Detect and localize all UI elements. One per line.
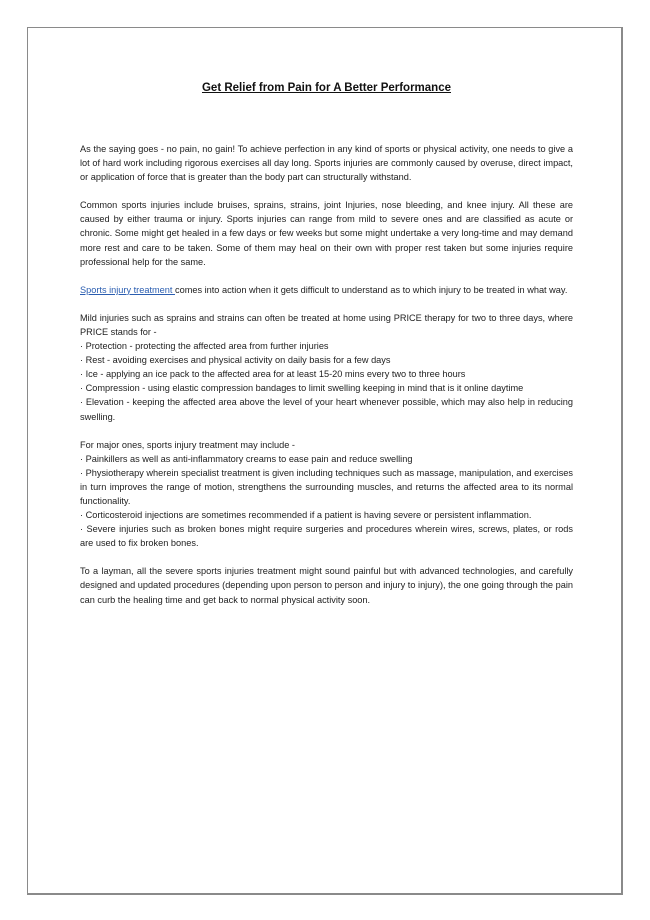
list-item-physiotherapy: · Physiotherapy wherein specialist treatment is given including techniques such as massage, manipulation, and exercises in turn improves the range of motion, strengthens the surrounding muscles, and returns the affected area to its normal functionality. bbox=[80, 467, 573, 506]
paragraph-intro: As the saying goes - no pain, no gain! To achieve perfection in any kind of sports or physical activity, one needs to give a lot of hard work including rigorous exercises all day long. Sports injuries are commonly caused by overuse, direct impact, or application of force that is greater than the body part can structurally withstand. bbox=[80, 144, 573, 183]
sports-injury-treatment-link[interactable]: Sports injury treatment bbox=[80, 284, 175, 295]
list-item-compression: · Compression - using elastic compression bandages to limit swelling keeping in mind that is it online daytime bbox=[80, 383, 524, 394]
document-page bbox=[27, 27, 623, 895]
major-intro: For major ones, sports injury treatment may include - bbox=[80, 439, 295, 450]
list-item-ice: · Ice - applying an ice pack to the affected area for at least 15-20 mins every two to three hours bbox=[80, 369, 466, 380]
list-item-elevation: · Elevation - keeping the affected area above the level of your heart whenever possible, which may also help in reducing swelling. bbox=[80, 397, 573, 422]
page-title: Get Relief from Pain for A Better Performance bbox=[201, 82, 451, 94]
price-therapy-section bbox=[80, 311, 573, 424]
list-item-painkillers: · Painkillers as well as anti-inflammatory creams to ease pain and reduce swelling bbox=[80, 453, 413, 464]
price-intro: Mild injuries such as sprains and strains can often be treated at home using PRICE therapy for two to three days, where PRICE stands for - bbox=[80, 312, 573, 337]
list-item-protection: · Protection - protecting the affected area from further injuries bbox=[80, 341, 329, 352]
paragraph-conclusion: To a layman, all the severe sports injuries treatment might sound painful but with advanced technologies, and carefully designed and updated procedures (depending upon person to person and injury to injury), the one going through the pain can curb the healing time and get back to normal physical activity soon. bbox=[80, 566, 573, 605]
document-body bbox=[80, 80, 573, 621]
major-treatment-section bbox=[80, 438, 573, 551]
list-item-surgery: · Severe injuries such as broken bones might require surgeries and procedures wherein wires, screws, plates, or rods are used to fix broken bones. bbox=[80, 524, 573, 549]
paragraph-common-injuries: Common sports injuries include bruises, sprains, strains, joint Injuries, nose bleeding, and knee injury. All these are caused by either trauma or injury. Sports injuries can range from mild to severe ones and are classified as acute or chronic. Some might get healed in a few days or few weeks but some might undertake a very long-time and may demand more rest and care to be taken. Some of them may heal on their own with proper rest taken but some injuries require professional help for the same. bbox=[80, 200, 573, 267]
list-item-rest: · Rest - avoiding exercises and physical activity on daily basis for a few days bbox=[80, 355, 391, 366]
list-item-corticosteroid: · Corticosteroid injections are sometimes recommended if a patient is having severe or persistent inflammation. bbox=[80, 510, 532, 521]
paragraph-treatment-text: comes into action when it gets difficult to understand as to which injury to be treated in what way. bbox=[174, 284, 568, 295]
paragraph-treatment-link bbox=[80, 283, 573, 297]
